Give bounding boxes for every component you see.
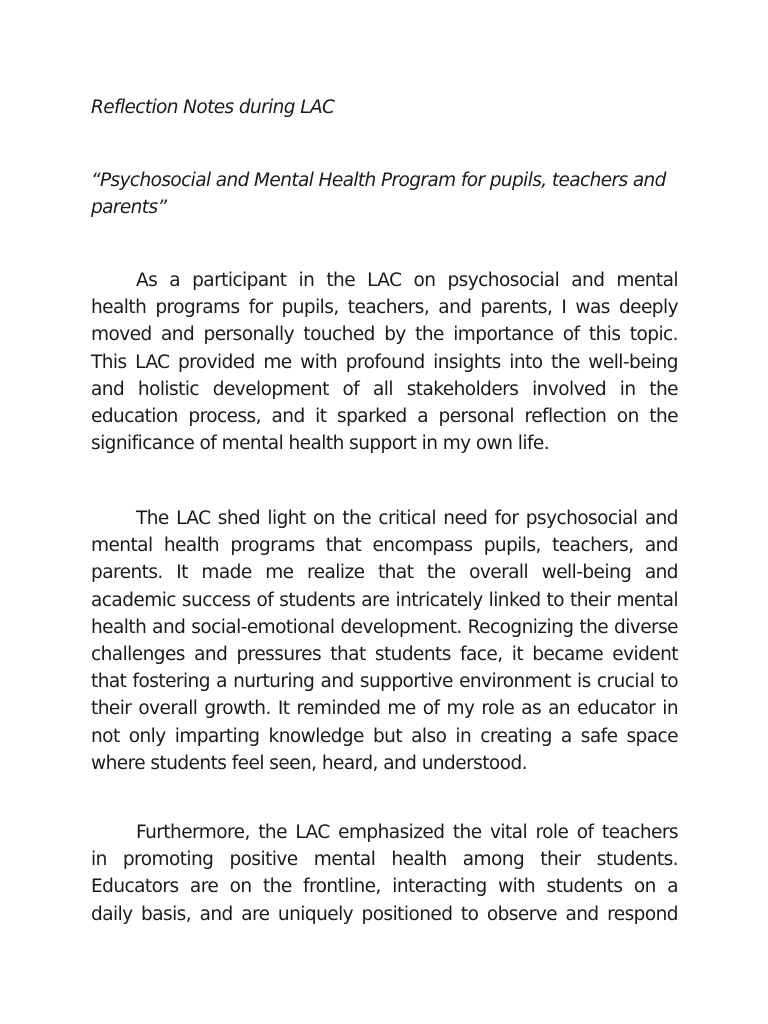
paragraph-line: not only imparting knowledge but also in creating a safe space [91, 725, 678, 747]
paragraph-line: moved and personally touched by the importance of this topic. [91, 324, 678, 346]
paragraph-line: As a participant in the LAC on psychosocial and mental [136, 270, 678, 291]
paragraph-line: daily basis, and are uniquely positioned to observe and respond [91, 903, 678, 925]
paragraph-line: The LAC shed light on the critical need for psychosocial and [136, 508, 678, 529]
paragraph-line: significance of mental health support in my own life. [91, 433, 550, 455]
document-title [91, 94, 334, 121]
paragraph-line: academic success of students are intricately linked to their mental [91, 589, 678, 611]
paragraph-1 [91, 267, 678, 457]
paragraph-line: their overall growth. It reminded me of my role as an educator in [91, 698, 678, 720]
paragraph-line: Educators are on the frontline, interacting with students on a [91, 876, 678, 898]
paragraph-line: health and social-emotional development. Recognizing the diverse [91, 616, 678, 638]
document-subtitle [91, 167, 666, 221]
paragraph-3 [91, 819, 678, 928]
paragraph-line: Furthermore, the LAC emphasized the vital role of teachers [136, 822, 678, 843]
paragraph-line: parents. It made me realize that the overall well-being and [91, 562, 678, 584]
paragraph-line: This LAC provided me with profound insights into the well-being [91, 351, 678, 373]
paragraph-line: and holistic development of all stakeholders involved in the [91, 378, 678, 400]
subtitle-line: parents” [91, 197, 167, 218]
paragraph-line: mental health programs that encompass pupils, teachers, and [91, 535, 678, 557]
paragraph-line: that fostering a nurturing and supportive environment is crucial to [91, 671, 678, 693]
paragraph-line: health programs for pupils, teachers, and parents, I was deeply [91, 297, 678, 319]
paragraph-line: where students feel seen, heard, and understood. [91, 752, 527, 774]
title-text: Reflection Notes during LAC [91, 97, 335, 118]
paragraph-2 [91, 505, 678, 777]
paragraph-line: challenges and pressures that students face, it became evident [91, 643, 678, 665]
paragraph-line: in promoting positive mental health among their students. [91, 849, 678, 871]
subtitle-line: “Psychosocial and Mental Health Program for pupils, teachers and [91, 170, 666, 191]
paragraph-line: education process, and it sparked a personal reflection on the [91, 405, 678, 427]
